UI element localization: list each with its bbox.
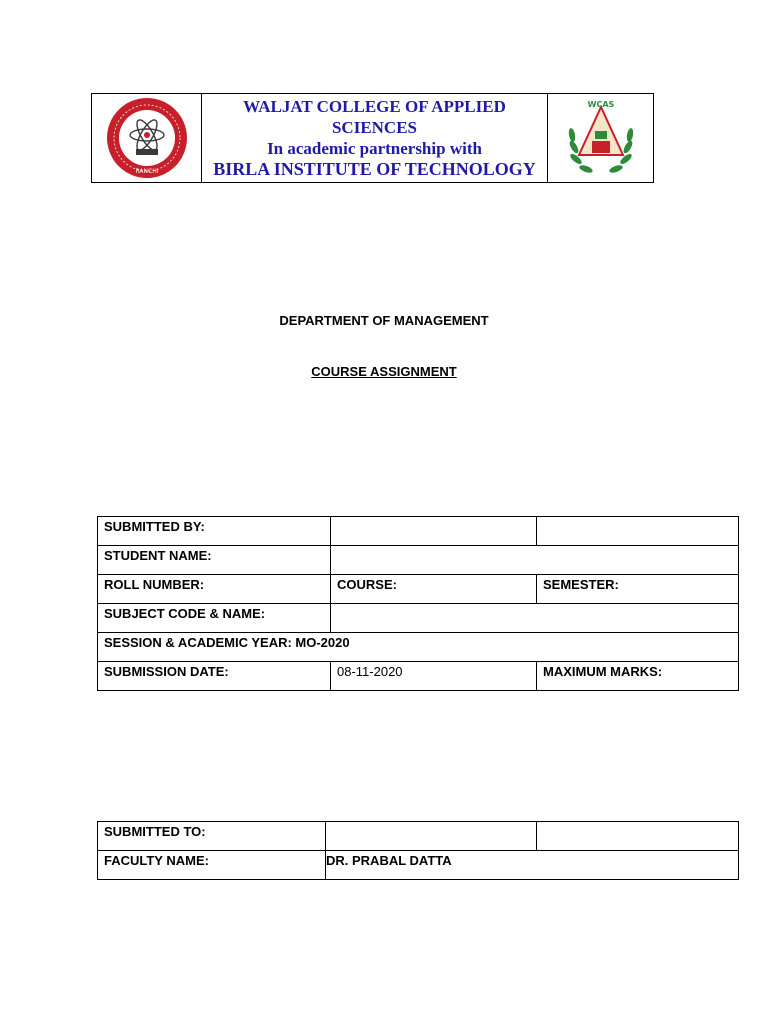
submitted-to-value [326,822,537,851]
header-box [91,93,654,183]
roll-number-label: ROLL NUMBER: [98,575,331,604]
wcas-logo-cell [548,94,653,182]
department-title: DEPARTMENT OF MANAGEMENT [279,313,489,328]
submitted-by-label: SUBMITTED BY: [98,517,331,546]
session-label: SESSION & ACADEMIC YEAR: MO-2020 [98,633,739,662]
subject-value [331,604,739,633]
wcas-logo-icon [560,97,642,179]
semester-label: SEMESTER: [537,575,739,604]
svg-text:RANCHI: RANCHI [135,168,158,175]
assignment-title: COURSE ASSIGNMENT [311,364,457,379]
submitted-to-extra [537,822,739,851]
table-row [98,822,739,851]
submission-details-table [97,516,739,691]
submitted-to-label: SUBMITTED TO: [98,822,326,851]
table-row [98,517,739,546]
submission-date-value: 08-11-2020 [331,662,537,691]
table-row [98,662,739,691]
partnership-line: In academic partnership with [267,139,482,158]
student-name-label: STUDENT NAME: [98,546,331,575]
course-label: COURSE: [331,575,537,604]
faculty-name-label: FACULTY NAME: [98,851,326,880]
table-row [98,851,739,880]
svg-text:WCAS: WCAS [587,100,614,109]
table-row [98,604,739,633]
bit-logo-cell [92,94,202,182]
faculty-name-value: DR. PRABAL DATTA [326,851,739,880]
bit-name-line: BIRLA INSTITUTE OF TECHNOLOGY [213,159,536,179]
table-row [98,546,739,575]
subject-label: SUBJECT CODE & NAME: [98,604,331,633]
college-name-line2: SCIENCES [331,118,418,137]
assignment-title-wrap [0,364,768,379]
submitted-by-extra [537,517,739,546]
submission-date-label: SUBMISSION DATE: [98,662,331,691]
submitted-by-value [331,517,537,546]
bit-logo-icon [106,97,188,179]
college-name-line1: WALJAT COLLEGE OF APPLIED [243,97,506,116]
institution-name [202,94,548,182]
table-row [98,633,739,662]
student-name-value [331,546,739,575]
table-row [98,575,739,604]
faculty-table [97,821,739,880]
maximum-marks-label: MAXIMUM MARKS: [537,662,739,691]
